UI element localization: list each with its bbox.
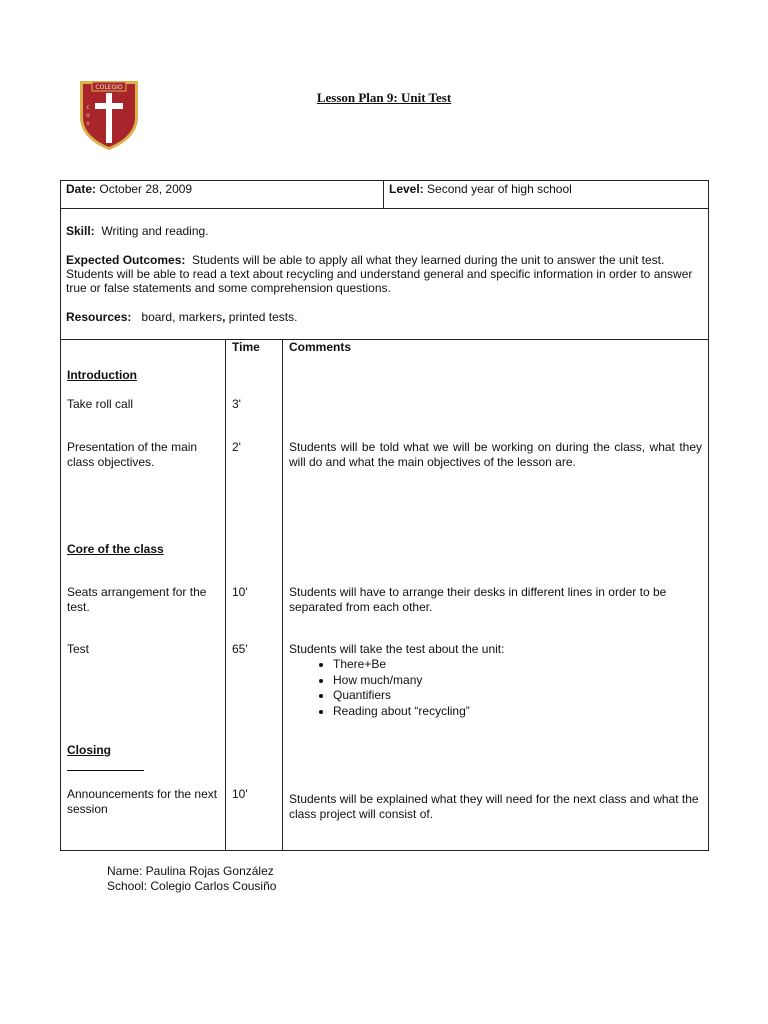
closing-underline <box>67 770 144 771</box>
schedule-grid <box>61 339 708 850</box>
comment-presentation: Students will be told what we will be working on during the class, what they will do and what the main objectives of the lesson are. <box>289 440 702 469</box>
activity-presentation: Presentation of the main class objectives. <box>67 440 198 469</box>
section-core: Core of the class <box>67 542 164 556</box>
list-item: • How much/many <box>333 673 702 689</box>
comment-test-text: Students will take the test about the unit: <box>289 642 505 656</box>
list-item: • There+Be <box>333 657 702 673</box>
details-section <box>61 208 708 339</box>
comment-seats: Students will have to arrange their desks in different lines in order to be separated from each other. <box>289 585 667 614</box>
time-presentation: 2' <box>232 440 241 454</box>
svg-text:U: U <box>86 121 90 126</box>
svg-text:COLEGIO: COLEGIO <box>95 84 123 91</box>
section-introduction: Introduction <box>67 368 137 382</box>
section-closing: Closing <box>67 743 111 757</box>
activity-announcements: Announcements for the next session <box>67 787 218 816</box>
lesson-plan-table <box>60 180 709 851</box>
skill-line: Skill: Writing and reading. <box>66 224 209 238</box>
time-header: Time <box>232 340 260 354</box>
time-column <box>226 340 283 850</box>
comments-header: Comments <box>289 340 352 354</box>
author-school: School: Colegio Carlos Cousiño <box>107 879 277 893</box>
activity-column <box>61 340 226 850</box>
time-seats: 10' <box>232 585 248 599</box>
date-cell: Date: October 28, 2009 <box>61 181 384 208</box>
svg-text:C: C <box>86 105 90 110</box>
outcomes-line: Expected Outcomes: Students will be able to apply all what they learned during the unit to answer the unit test. Students will be able to read a text about recycling and understand general and specific information in order to answer true or false statements and some comprehension questions. <box>66 253 693 295</box>
author-name: Name: Paulina Rojas González <box>107 864 274 878</box>
comment-test <box>289 642 702 719</box>
activity-roll-call: Take roll call <box>67 397 134 411</box>
level-cell: Level: Second year of high school <box>389 182 572 196</box>
time-test: 65' <box>232 642 248 656</box>
resources-line: Resources: board, markers, printed tests. <box>66 310 298 324</box>
list-item: • Reading about “recycling” <box>333 704 702 720</box>
activity-seats: Seats arrangement for the test. <box>67 585 207 614</box>
author-footer <box>107 864 276 894</box>
time-announcements: 10' <box>232 787 248 801</box>
time-roll-call: 3' <box>232 397 241 411</box>
comment-announcements: Students will be explained what they will need for the next class and what the class project will consist of. <box>289 792 699 821</box>
info-row <box>61 181 708 208</box>
comments-column <box>283 340 708 850</box>
list-item: • Quantifiers <box>333 688 702 704</box>
activity-test: Test <box>67 642 90 656</box>
test-topics-list <box>289 657 702 719</box>
svg-text:O: O <box>86 113 90 118</box>
document-title: Lesson Plan 9: Unit Test <box>316 90 452 105</box>
